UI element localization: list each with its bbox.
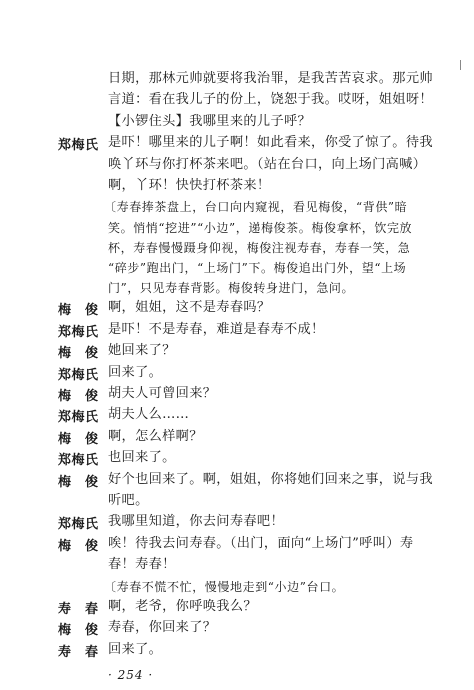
speaker-name: 梅 俊 xyxy=(58,303,99,319)
dialogue-line: 是吓！不是寿春，难道是春寿不成！ xyxy=(108,321,325,337)
speaker-name: 郑梅氏 xyxy=(58,138,99,154)
speaker-name: 梅 俊 xyxy=(58,346,99,362)
speaker-name: 寿 春 xyxy=(58,601,99,617)
speaker-name: 郑梅氏 xyxy=(58,453,99,469)
dialogue-line: 日期，那林元帅就要将我治罪，是我苦苦哀求。那元帅 xyxy=(108,71,433,86)
stage-direction-line: “碎步”跑出门，“上场门”下。梅俊追出门外，望“上场 xyxy=(108,261,407,275)
page-number: · 254 · xyxy=(108,668,154,682)
dialogue-line: 也回来了。 xyxy=(108,450,176,466)
speaker-name: 梅 俊 xyxy=(58,389,99,404)
dialogue-line: 啊，姐姐，这不是寿春吗？ xyxy=(108,300,271,316)
speaker-name: 郑梅氏 xyxy=(58,517,99,533)
speaker-name: 寿 春 xyxy=(58,644,99,660)
stage-direction-line: 门”，只见寿春背影。梅俊转身进门，急问。 xyxy=(108,281,355,296)
dialogue-line: 啊，老爷，你呼唤我么？ xyxy=(108,598,257,614)
speaker-name: 梅 俊 xyxy=(58,431,99,447)
dialogue-line: 啊，怎么样啊？ xyxy=(108,428,203,444)
speaker-name: 郑梅氏 xyxy=(58,410,99,426)
speaker-name: 郑梅氏 xyxy=(58,367,99,383)
dialogue-line: 听吧。 xyxy=(108,493,149,508)
dialogue-line: 回来了。 xyxy=(108,641,163,657)
dialogue-line: 【小锣住头】我哪里来的儿子呼？ xyxy=(108,113,312,129)
stage-direction-line: 〔寿春不慌不忙，慢慢地走到“小边”台口。 xyxy=(104,579,345,594)
stage-direction-line: 〔寿春捧茶盘上，台口向内窥视，看见梅俊，“背供”暗 xyxy=(104,200,408,215)
speaker-name: 郑梅氏 xyxy=(58,324,99,340)
dialogue-line: 唉！待我去问寿春。（出门，面向“上场门”呼叫）寿 xyxy=(108,535,414,551)
dialogue-line: 是吓！哪里来的儿子啊！如此看来，你受了惊了。待我 xyxy=(108,135,433,151)
stage-direction-line: 杯，寿春慢慢蹑身仰视，梅俊注视寿春，寿春一笑，急 xyxy=(108,240,411,255)
dialogue-line: 唤丫环与你打杯茶来吧。（站在台口，向上场门高喊） xyxy=(108,156,427,172)
margin-mark xyxy=(460,60,461,70)
dialogue-line: 寿春，你回来了？ xyxy=(108,620,217,636)
dialogue-line: 胡夫人可曾回来？ xyxy=(108,386,217,401)
dialogue-line: 春！寿春！ xyxy=(108,557,176,573)
speaker-name: 梅 俊 xyxy=(58,474,99,490)
dialogue-line: 她回来了？ xyxy=(108,343,176,359)
speaker-name: 梅 俊 xyxy=(58,623,99,639)
dialogue-line: 言道：看在我儿子的份上，饶恕于我。哎呀，姐姐呀！ xyxy=(108,92,433,108)
stage-direction-line: 笑。悄悄“挖进”“小边”，递梅俊茶。梅俊拿杯，饮完放 xyxy=(108,220,413,235)
dialogue-line: 我哪里知道，你去问寿春吧！ xyxy=(108,514,284,530)
dialogue-line: 胡夫人么…… xyxy=(108,407,190,423)
dialogue-line: 好个也回来了。啊，姐姐，你将她们回来之事，说与我 xyxy=(108,471,433,487)
dialogue-line: 回来了。 xyxy=(108,364,163,380)
speaker-name: 梅 俊 xyxy=(58,538,99,554)
dialogue-line: 啊，丫环！快快打杯茶来！ xyxy=(108,178,271,193)
